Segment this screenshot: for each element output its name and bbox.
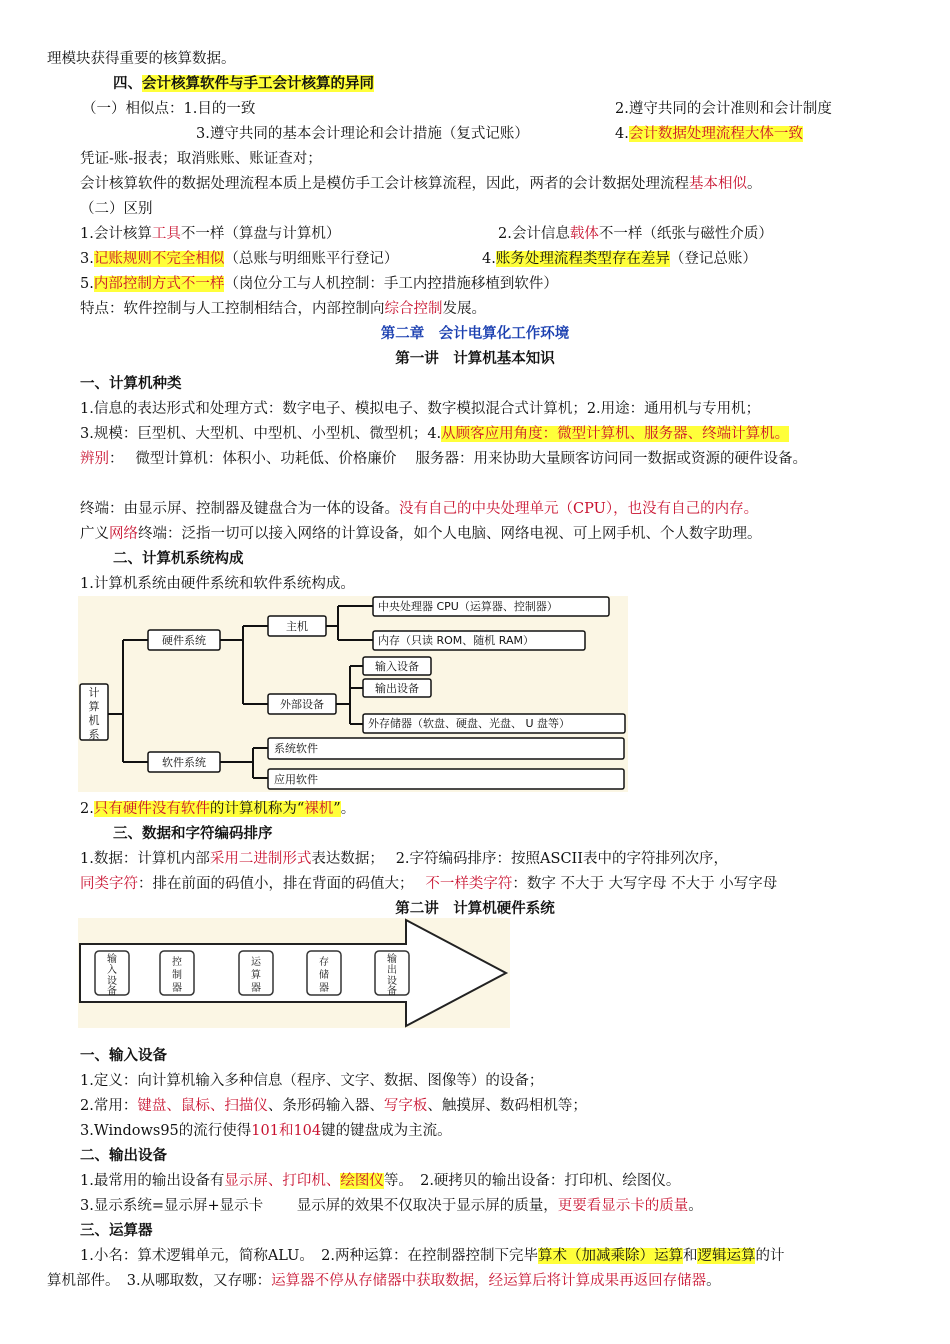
tree-node-memory: 内存（只读 ROM、随机 RAM） <box>378 634 534 647</box>
section-heading: 二、输出设备 <box>80 1147 167 1164</box>
flow-box-output-char: 设 <box>387 976 397 987</box>
text-line: 4.会计数据处理流程大体一致 <box>615 126 803 142</box>
text-line: 3.显示系统=显示屏+显示卡 显示屏的效果不仅取决于显示屏的质量，更要看显示卡的质量。 <box>80 1198 703 1214</box>
section-heading: 三、运算器 <box>80 1222 153 1239</box>
computer-system-tree-diagram <box>78 596 628 792</box>
text-line: 凭证-账-报表；取消账账、账证查对； <box>80 151 322 167</box>
text-line: 2.常用：键盘、鼠标、扫描仪、条形码输入器、写字板、触摸屏、数码相机等； <box>80 1098 587 1114</box>
text-line: 3.记账规则不完全相似（总账与明细账平行登记） <box>80 251 399 267</box>
flow-box-output-char: 输 <box>387 954 397 965</box>
flow-box-controller-char: 器 <box>172 983 182 994</box>
text-line: 辨别： 微型计算机：体积小、功耗低、价格廉价 服务器：用来协助大量顾客访问同一数据或资源的硬件设备。 <box>80 451 807 467</box>
lecture-title: 第二讲 计算机硬件系统 <box>395 900 555 917</box>
text-line: 会计核算软件的数据处理流程本质上是模仿手工会计核算流程，因此，两者的会计数据处理流程基本相似。 <box>80 176 762 192</box>
tree-node-input: 输入设备 <box>375 660 419 673</box>
flow-box-memory-char: 器 <box>319 983 329 994</box>
section-heading: 一、计算机种类 <box>80 375 182 392</box>
flow-box-controller-char: 控 <box>172 957 182 968</box>
text-line: （二）区别 <box>80 201 153 217</box>
text-line: 广义网络终端：泛指一切可以接入网络的计算设备，如个人电脑、网络电视、可上网手机、个人数字助理。 <box>80 526 762 542</box>
chapter-title: 第二章 会计电算化工作环境 <box>380 325 570 342</box>
text-line: 算机部件。 3.从哪取数，又存哪：运算器不停从存储器中获取数据，经运算后将计算成果再返回存储器。 <box>47 1273 721 1289</box>
lecture-title: 第一讲 计算机基本知识 <box>395 350 555 367</box>
section-heading: 三、数据和字符编码排序 <box>113 825 273 842</box>
text-line: 1.会计核算工具不一样（算盘与计算机） <box>80 226 341 242</box>
text-line: 2.只有硬件没有软件的计算机称为“裸机”。 <box>80 801 356 817</box>
flow-box-alu-char: 器 <box>251 983 261 994</box>
tree-node-output: 输出设备 <box>375 682 419 695</box>
text-line: 3.规模：巨型机、大型机、中型机、小型机、微型机；4.从顾客应用角度：微型计算机、服务器、终端计算机。 <box>80 426 790 442</box>
flow-box-input-char: 入 <box>107 965 117 976</box>
text-line: 同类字符：排在前面的码值小，排在背面的码值大； 不一样类字符：数字 不大于 大写字母 不大于 小写字母 <box>80 876 778 892</box>
text-line: 2.会计信息载体不一样（纸张与磁性介质） <box>498 226 773 242</box>
text-line: 终端：由显示屏、控制器及键盘合为一体的设备。没有自己的中央处理单元（CPU），也没有自己的内存。 <box>80 501 759 517</box>
section-heading: 二、计算机系统构成 <box>113 550 244 567</box>
tree-root-char: 算 <box>88 700 100 713</box>
text-line: 1.定义：向计算机输入多种信息（程序、文字、数据、图像等）的设备； <box>80 1073 544 1089</box>
text-line: 1.最常用的输出设备有显示屏、打印机、绘图仪等。 2.硬拷贝的输出设备：打印机、绘图仪。 <box>80 1173 681 1189</box>
section-heading: 一、输入设备 <box>80 1047 167 1064</box>
flow-box-memory-char: 存 <box>319 957 329 968</box>
tree-node-storage: 外存储器（软盘、硬盘、光盘、 U 盘等） <box>368 717 571 730</box>
text-line: 特点：软件控制与人工控制相结合，内部控制向综合控制发展。 <box>80 301 486 317</box>
flow-box-alu-char: 算 <box>251 970 261 981</box>
flow-box-output-char: 备 <box>387 986 397 997</box>
flow-box-alu-char: 运 <box>251 957 261 968</box>
text-line: 1.数据：计算机内部采用二进制形式表达数据； 2.字符编码排序：按照ASCII表中的字符排列次序， <box>80 851 728 867</box>
text-line: （一）相似点：1.目的一致 <box>82 101 256 117</box>
text-line: 1.信息的表达形式和处理方式：数字电子、模拟电子、数字模拟混合式计算机；2.用途：通用机与专用机； <box>80 401 761 417</box>
text-line: 5.内部控制方式不一样（岗位分工与人机控制：手工内控措施移植到软件） <box>80 276 558 292</box>
flow-box-output-char: 出 <box>387 965 397 976</box>
text-line: 2.遵守共同的会计准则和会计制度 <box>615 101 832 117</box>
flow-box-input-char: 输 <box>107 954 117 965</box>
tree-node-system-software: 系统软件 <box>274 742 318 755</box>
tree-root-char: 计 <box>88 686 100 699</box>
text-line: 1.计算机系统由硬件系统和软件系统构成。 <box>80 576 355 592</box>
tree-node-external: 外部设备 <box>280 698 324 711</box>
text-line: 理模块获得重要的核算数据。 <box>47 51 236 67</box>
tree-node-software: 软件系统 <box>162 756 206 769</box>
flow-box-memory-char: 储 <box>319 970 329 981</box>
section-heading: 四、会计核算软件与手工会计核算的异同 <box>113 75 374 92</box>
tree-node-cpu: 中央处理器 CPU（运算器、控制器） <box>378 600 558 613</box>
text-line: 3.遵守共同的基本会计理论和会计措施（复式记账） <box>196 126 529 142</box>
flow-box-input-char: 设 <box>107 976 117 987</box>
flow-box-input-char: 备 <box>107 986 117 997</box>
tree-root-char: 机 <box>88 714 100 727</box>
text-line: 3.Windows95的流行使得101和104键的键盘成为主流。 <box>80 1123 452 1139</box>
tree-node-hardware: 硬件系统 <box>162 634 206 647</box>
flow-box-controller-char: 制 <box>172 970 182 981</box>
tree-root-char: 系 <box>88 728 100 741</box>
text-line: 1.小名：算术逻辑单元，简称ALU。 2.两种运算：在控制器控制下完毕算术（加减乘除）运算和逻辑运算的计 <box>80 1248 785 1264</box>
text-line: 4.账务处理流程类型存在差异（登记总账） <box>482 251 757 267</box>
hardware-flow-arrow-diagram <box>78 918 510 1028</box>
tree-node-app-software: 应用软件 <box>274 773 318 786</box>
tree-node-host: 主机 <box>286 620 308 633</box>
